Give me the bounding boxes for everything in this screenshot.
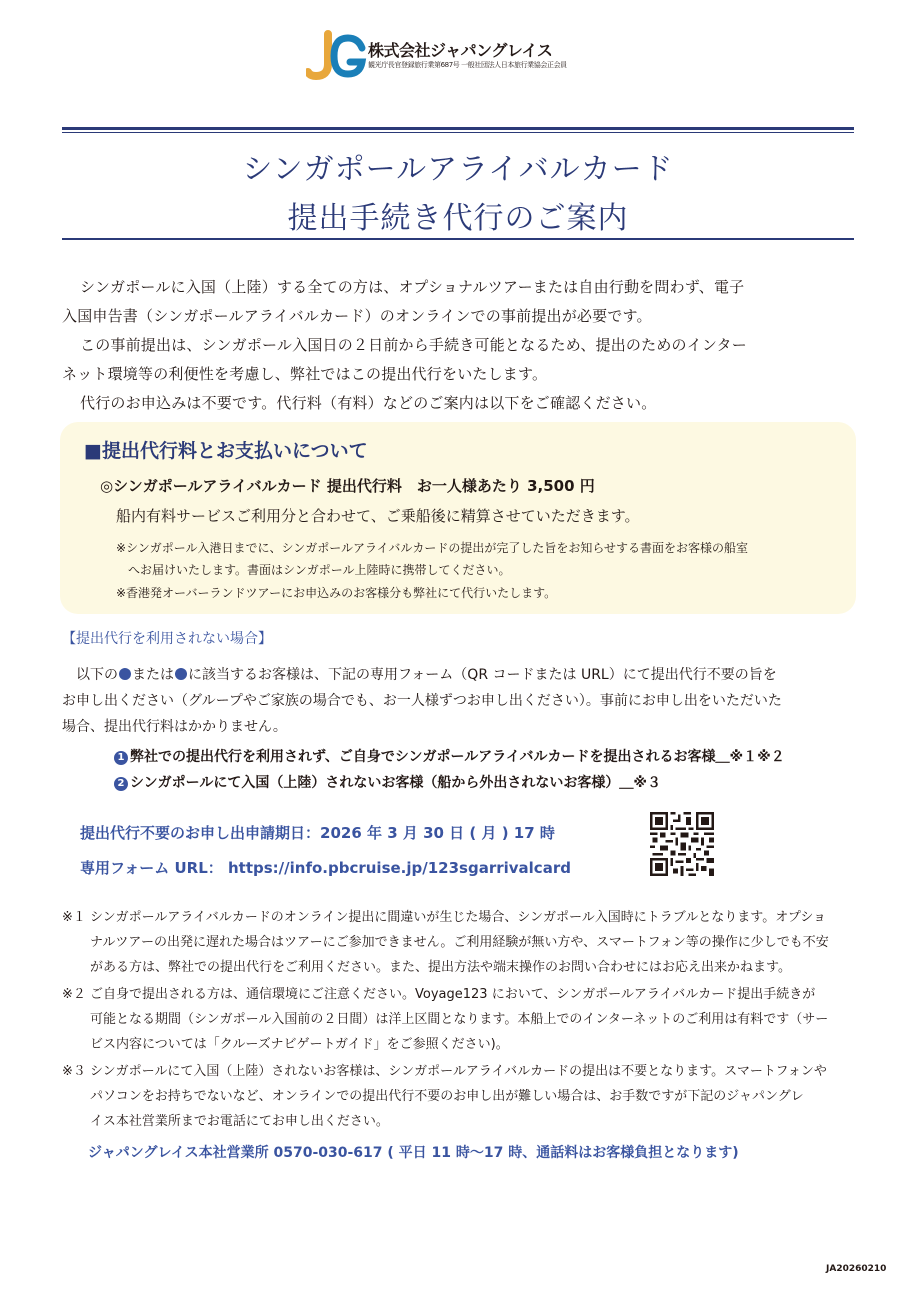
company-license: 観光庁長官登録旅行業第687号 一般社団法人日本旅行業協会正会員 — [368, 61, 567, 69]
fee-note: ※香港発オーバーランドツアーにお申込みのお客様分も弊社にて代行いたします。 — [116, 586, 557, 600]
footnote-line: シンガポールにて入国（上陸）されないお客様は、シンガポールアライバルカードの提出は不要となります。スマートフォンや — [90, 1064, 827, 1079]
document-code: JA20260210 — [826, 1264, 887, 1274]
footnote-line: 可能となる期間（シンガポール入国前の２日間）は洋上区間となります。本船上でのインターネットのご利用は有料です（サー — [90, 1012, 829, 1027]
not-use-paragraph-line2: お申し出ください（グループやご家族の場合でも、お一人様ずつお申し出ください）。事前にお申し出をいただいた — [62, 693, 782, 709]
bullet-dot-icon — [119, 668, 131, 680]
footnote-line: シンガポールアライバルカードのオンライン提出に間違いが生じた場合、シンガポール入国時にトラブルとなります。オプショ — [90, 910, 827, 925]
case-item: 2 シンガポールにて入国（上陸）されないお客様（船から外出されないお客様）＿※３ — [114, 772, 661, 792]
intro-line: 代行のお申込みは不要です。代行料（有料）などのご案内は以下をご確認ください。 — [80, 394, 657, 412]
footnote-line: がある方は、弊社での提出代行をご利用ください。また、提出方法や端末操作のお問い合わせにはお応え出来かねます。 — [90, 960, 791, 975]
fee-note: ※シンガポール入港日までに、シンガポールアライバルカードの提出が完了した旨をお知らせする書面をお客様の船室 — [116, 541, 749, 555]
page-title-line2: 提出手続き代行のご案内 — [287, 201, 629, 236]
intro-line: この事前提出は、シンガポール入国日の２日前から手続き可能となるため、提出のためのインター — [80, 336, 747, 354]
form-url-line: 専用フォーム URL： https://info.pbcruise.jp/123sgarrivalcard — [80, 859, 571, 877]
footnote-line: ビス内容については「クルーズナビゲートガイド」をご参照ください)。 — [90, 1037, 509, 1052]
bullet-dot-icon — [175, 668, 187, 680]
company-logo-icon — [306, 30, 368, 82]
footnote-line: イス本社営業所までお電話にてお申し出ください。 — [90, 1114, 389, 1129]
title-rule-top-thin — [62, 132, 854, 133]
intro-line: ネット環境等の利便性を考慮し、弊社ではこの提出代行をいたします。 — [62, 365, 548, 383]
title-rule-bottom — [62, 238, 854, 240]
footnote-line: パソコンをお持ちでないなど、オンラインでの提出代行不要のお申し出が難しい場合は、お手数ですが下記のジャパングレ — [90, 1089, 804, 1104]
number-badge-icon: 1 — [114, 751, 128, 765]
case-item: 1 弊社での提出代行を利用されず、ご自身でシンガポールアライバルカードを提出されるお客様＿※１※２ — [114, 746, 785, 766]
contact-line: ジャパングレイス本社営業所 0570-030-617 ( 平日 11 時～17 時、通話料はお客様負担となります) — [88, 1145, 739, 1161]
not-use-heading: 【提出代行を利用されない場合】 — [62, 631, 272, 647]
fee-amount-line: ◎シンガポールアライバルカード 提出代行料 お一人様あたり 3,500 円 — [100, 477, 595, 495]
company-name: 株式会社ジャパングレイス — [368, 41, 553, 60]
page-title-line1: シンガポールアライバルカード — [242, 152, 674, 187]
number-badge-icon: 2 — [114, 777, 128, 791]
footnote-mark: ※２ — [62, 987, 86, 1002]
footnote-mark: ※１ — [62, 910, 86, 925]
fee-note: へお届けいたします。書面はシンガポール上陸時に携帯してください。 — [128, 563, 511, 577]
intro-line: シンガポールに入国（上陸）する全ての方は、オプショナルツアーまたは自由行動を問わず、電子 — [80, 278, 745, 296]
form-url-link[interactable]: https://info.pbcruise.jp/123sgarrivalcard — [228, 859, 571, 877]
not-use-paragraph-line3: 場合、提出代行料はかかりません。 — [62, 719, 287, 735]
intro-line: 入国申告書（シンガポールアライバルカード）のオンラインでの事前提出が必要です。 — [62, 307, 652, 325]
fee-section-heading: ■提出代行料とお支払いについて — [84, 440, 368, 462]
title-rule-top — [62, 127, 854, 130]
qr-code-icon[interactable] — [650, 812, 714, 876]
footnote-line: ご自身で提出される方は、通信環境にご注意ください。Voyage123 において、シンガポールアライバルカード提出手続きが — [90, 987, 816, 1002]
footnote-mark: ※３ — [62, 1064, 86, 1079]
payment-note: 船内有料サービスご利用分と合わせて、ご乗船後に精算させていただきます。 — [116, 507, 640, 525]
footnote-line: ナルツアーの出発に遅れた場合はツアーにご参加できません。ご利用経験が無い方や、スマートフォン等の操作に少しでも不安 — [90, 935, 829, 950]
deadline: 提出代行不要のお申し出申請期日：2026 年 3 月 30 日 ( 月 ) 17 時 — [80, 824, 555, 842]
not-use-paragraph-line1: 以下の または に該当するお客様は、下記の専用フォーム（QR コードまたは URL）にて提出代行不要の旨を — [76, 667, 777, 683]
